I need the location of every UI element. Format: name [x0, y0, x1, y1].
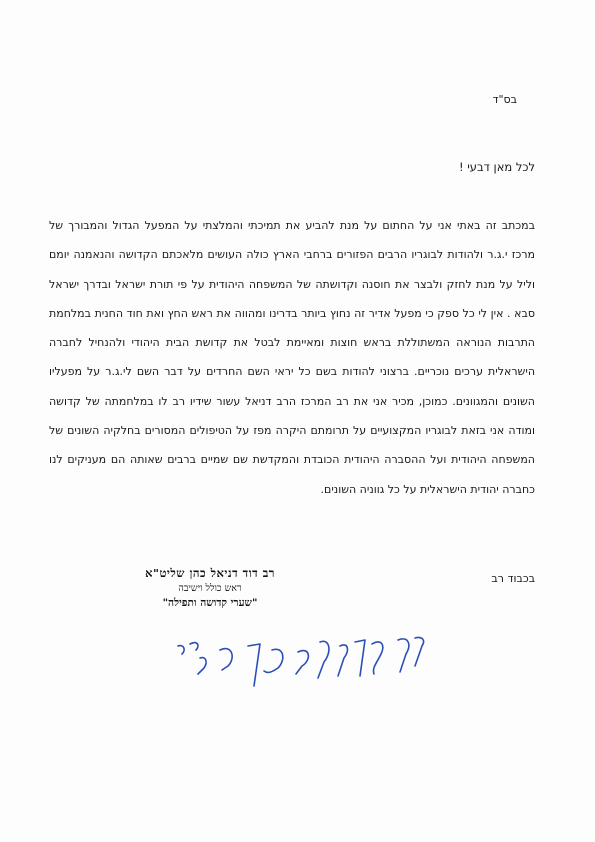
- letter-body: במכתב זה באתי אני על החתום על מנת להביע את תמיכתי והמלצתי על המפעל הגדול והמבורך של מרכז י.ג.ר ולהודות לבוגריו הרבים הפזורים ברחבי הארץ כולה העושים מלאכתם הקדושה והנאמנה יומם וליל על מנת לחזק ולבצר את חוסנה וקדושתה של המשפחה היהודית על פי תורת ישראל ובדרך ישראל סבא . אין לי כל ספק כי מפעל אדיר זה נחוץ ביותר בדרינו ומהווה את ראש החץ ואת חוד החנית במלחמת התרבות הנוראה המשתוללת בראש חוצות ומאיימת לבטל את קדושת הבית היהודי ולהנחיל לחברה הישראלית ערכים נוכריים. ברצוני להודות בשם כל יראי השם החרדים על דבר השם לי.ג.ר על מפעליו השונים והמגוונים. כמוכן, מכיר אני את רב המרכז הרב דניאל עשור שידיו רב לו במלחמתה של קדושה ומודה אני בזאת לבוגריו המקצועיים על תרומתם היקרה מפז על הטיפולים המסורים בחלקיה השונים של המשפחה היהודית ועל ההסברה היהודית הכובדת והמקדשת שם שמיים ברבים שאותה הם מעניקים לנו כחברה יהודית הישראלית על כל גווניה השונים.: [49, 219, 535, 496]
- rabbi-stamp: [110, 566, 310, 609]
- handwritten-signature: [160, 616, 430, 701]
- stamp-institution-line: "שערי קדושה ותפילה": [162, 597, 258, 609]
- letter-header: בס"ד: [492, 93, 517, 106]
- stamp-title-line: ראש כולל וישיבה: [178, 583, 242, 594]
- stamp-name-line: רב דוד דניאל כהן שליט"א: [145, 566, 275, 580]
- closing-line: בכבוד רב: [491, 572, 535, 585]
- salutation: לכל מאן דבעי !: [458, 160, 535, 174]
